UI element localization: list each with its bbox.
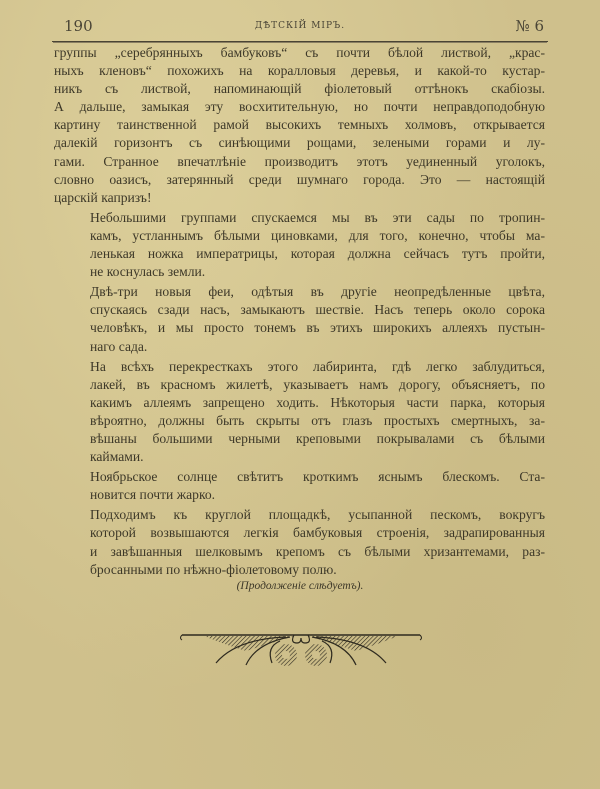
text-line: Двѣ-три новыя феи, одѣтыя въ другіе неопредѣленные цвѣта, — [90, 284, 545, 300]
text-line: какимъ аллеямъ запрещено ходить. Нѣкоторыя части парка, которыя — [90, 394, 545, 410]
running-header — [52, 17, 548, 42]
text-line: группы „серебрянныхъ бамбуковъ“ съ почти бѣлой листвой, „крас- — [54, 45, 545, 60]
text-line: спускаясь сзади насъ, замыкаютъ шествіе. Насъ теперь около сорока — [90, 302, 545, 318]
continued-note: (Продолженіе слѣдуетъ). — [236, 580, 364, 592]
text-line: никъ съ листвой, напоминающій фіолетовый оттѣнокъ скабіозы. — [54, 81, 545, 97]
text-line: Подходимъ къ круглой площадкѣ, усыпанной пескомъ, вокругъ — [90, 507, 545, 523]
paragraph-2 — [54, 209, 545, 281]
text-line: Ноябрьское солнце свѣтитъ кроткимъ яснымъ блескомъ. Ста- — [90, 469, 545, 485]
body-text — [54, 44, 545, 579]
text-line: далекій горизонтъ съ синѣющими рощами, зелеными горами и лу- — [54, 135, 545, 151]
text-line: царскій капризъ! — [54, 189, 152, 205]
paragraph-6 — [54, 506, 545, 578]
paragraph-5 — [54, 468, 545, 504]
text-line: На всѣхъ перекресткахъ этого лабиринта, гдѣ легко заблудиться, — [90, 358, 545, 374]
text-line: каймами. — [90, 449, 144, 465]
text-line: ныхъ кленовъ“ похожихъ на коралловыя деревья, и какой-то кустар- — [54, 63, 545, 79]
text-line: А дальше, замыкая эту восхитительную, но почти неправдоподобную — [54, 99, 545, 115]
floral-tailpiece-ornament-icon — [176, 625, 426, 667]
text-line: вѣшаны большими черными креповыми покрывалами съ бѣлыми — [90, 430, 545, 446]
issue-number: № 6 — [515, 17, 544, 35]
text-line: картину таинственной рамой высокихъ темныхъ холмовъ, открывается — [54, 117, 545, 133]
text-line: лакей, въ красномъ жилетѣ, указываетъ намъ дорогу, объясняетъ, по — [90, 376, 545, 392]
text-line: ленькая ножка императрицы, которая должна сейчасъ тутъ пройти, — [90, 246, 545, 262]
text-line: камъ, устланнымъ бѣлыми циновками, для того, конечно, чтобы ма- — [90, 227, 545, 243]
page-number: 190 — [64, 17, 93, 35]
text-line: и завѣшанныя шелковымъ крепомъ съ бѣлыми хризантемами, раз- — [90, 543, 545, 559]
text-line: словно оазисъ, затерянный среди шумнаго города. Это — настоящій — [54, 171, 545, 187]
paragraph-1 — [54, 44, 545, 207]
paragraph-3 — [54, 283, 545, 355]
text-line: бросанными по нѣжно-фіолетовому полю. — [90, 561, 337, 577]
text-line: наго сада. — [90, 338, 148, 354]
journal-title: ДѢТСКІЙ МІРЪ. — [254, 21, 346, 31]
text-line: которой возвышаются легкія бамбуковыя строенія, задрапированныя — [90, 525, 545, 541]
paragraph-4 — [54, 358, 545, 467]
text-line: гами. Странное впечатлѣніе производитъ этотъ уединенный уголокъ, — [54, 153, 545, 169]
text-line: Небольшими группами спускаемся мы въ эти сады по тропин- — [90, 209, 545, 225]
text-line: человѣкъ, и мы просто тонемъ въ этихъ широкихъ аллеяхъ пустын- — [90, 320, 545, 336]
text-line: вѣроятно, должны быть скрыты отъ глазъ простыхъ смертныхъ, за- — [90, 412, 545, 428]
text-line: не коснулась земли. — [90, 264, 206, 280]
text-line: новится почти жарко. — [90, 487, 216, 503]
